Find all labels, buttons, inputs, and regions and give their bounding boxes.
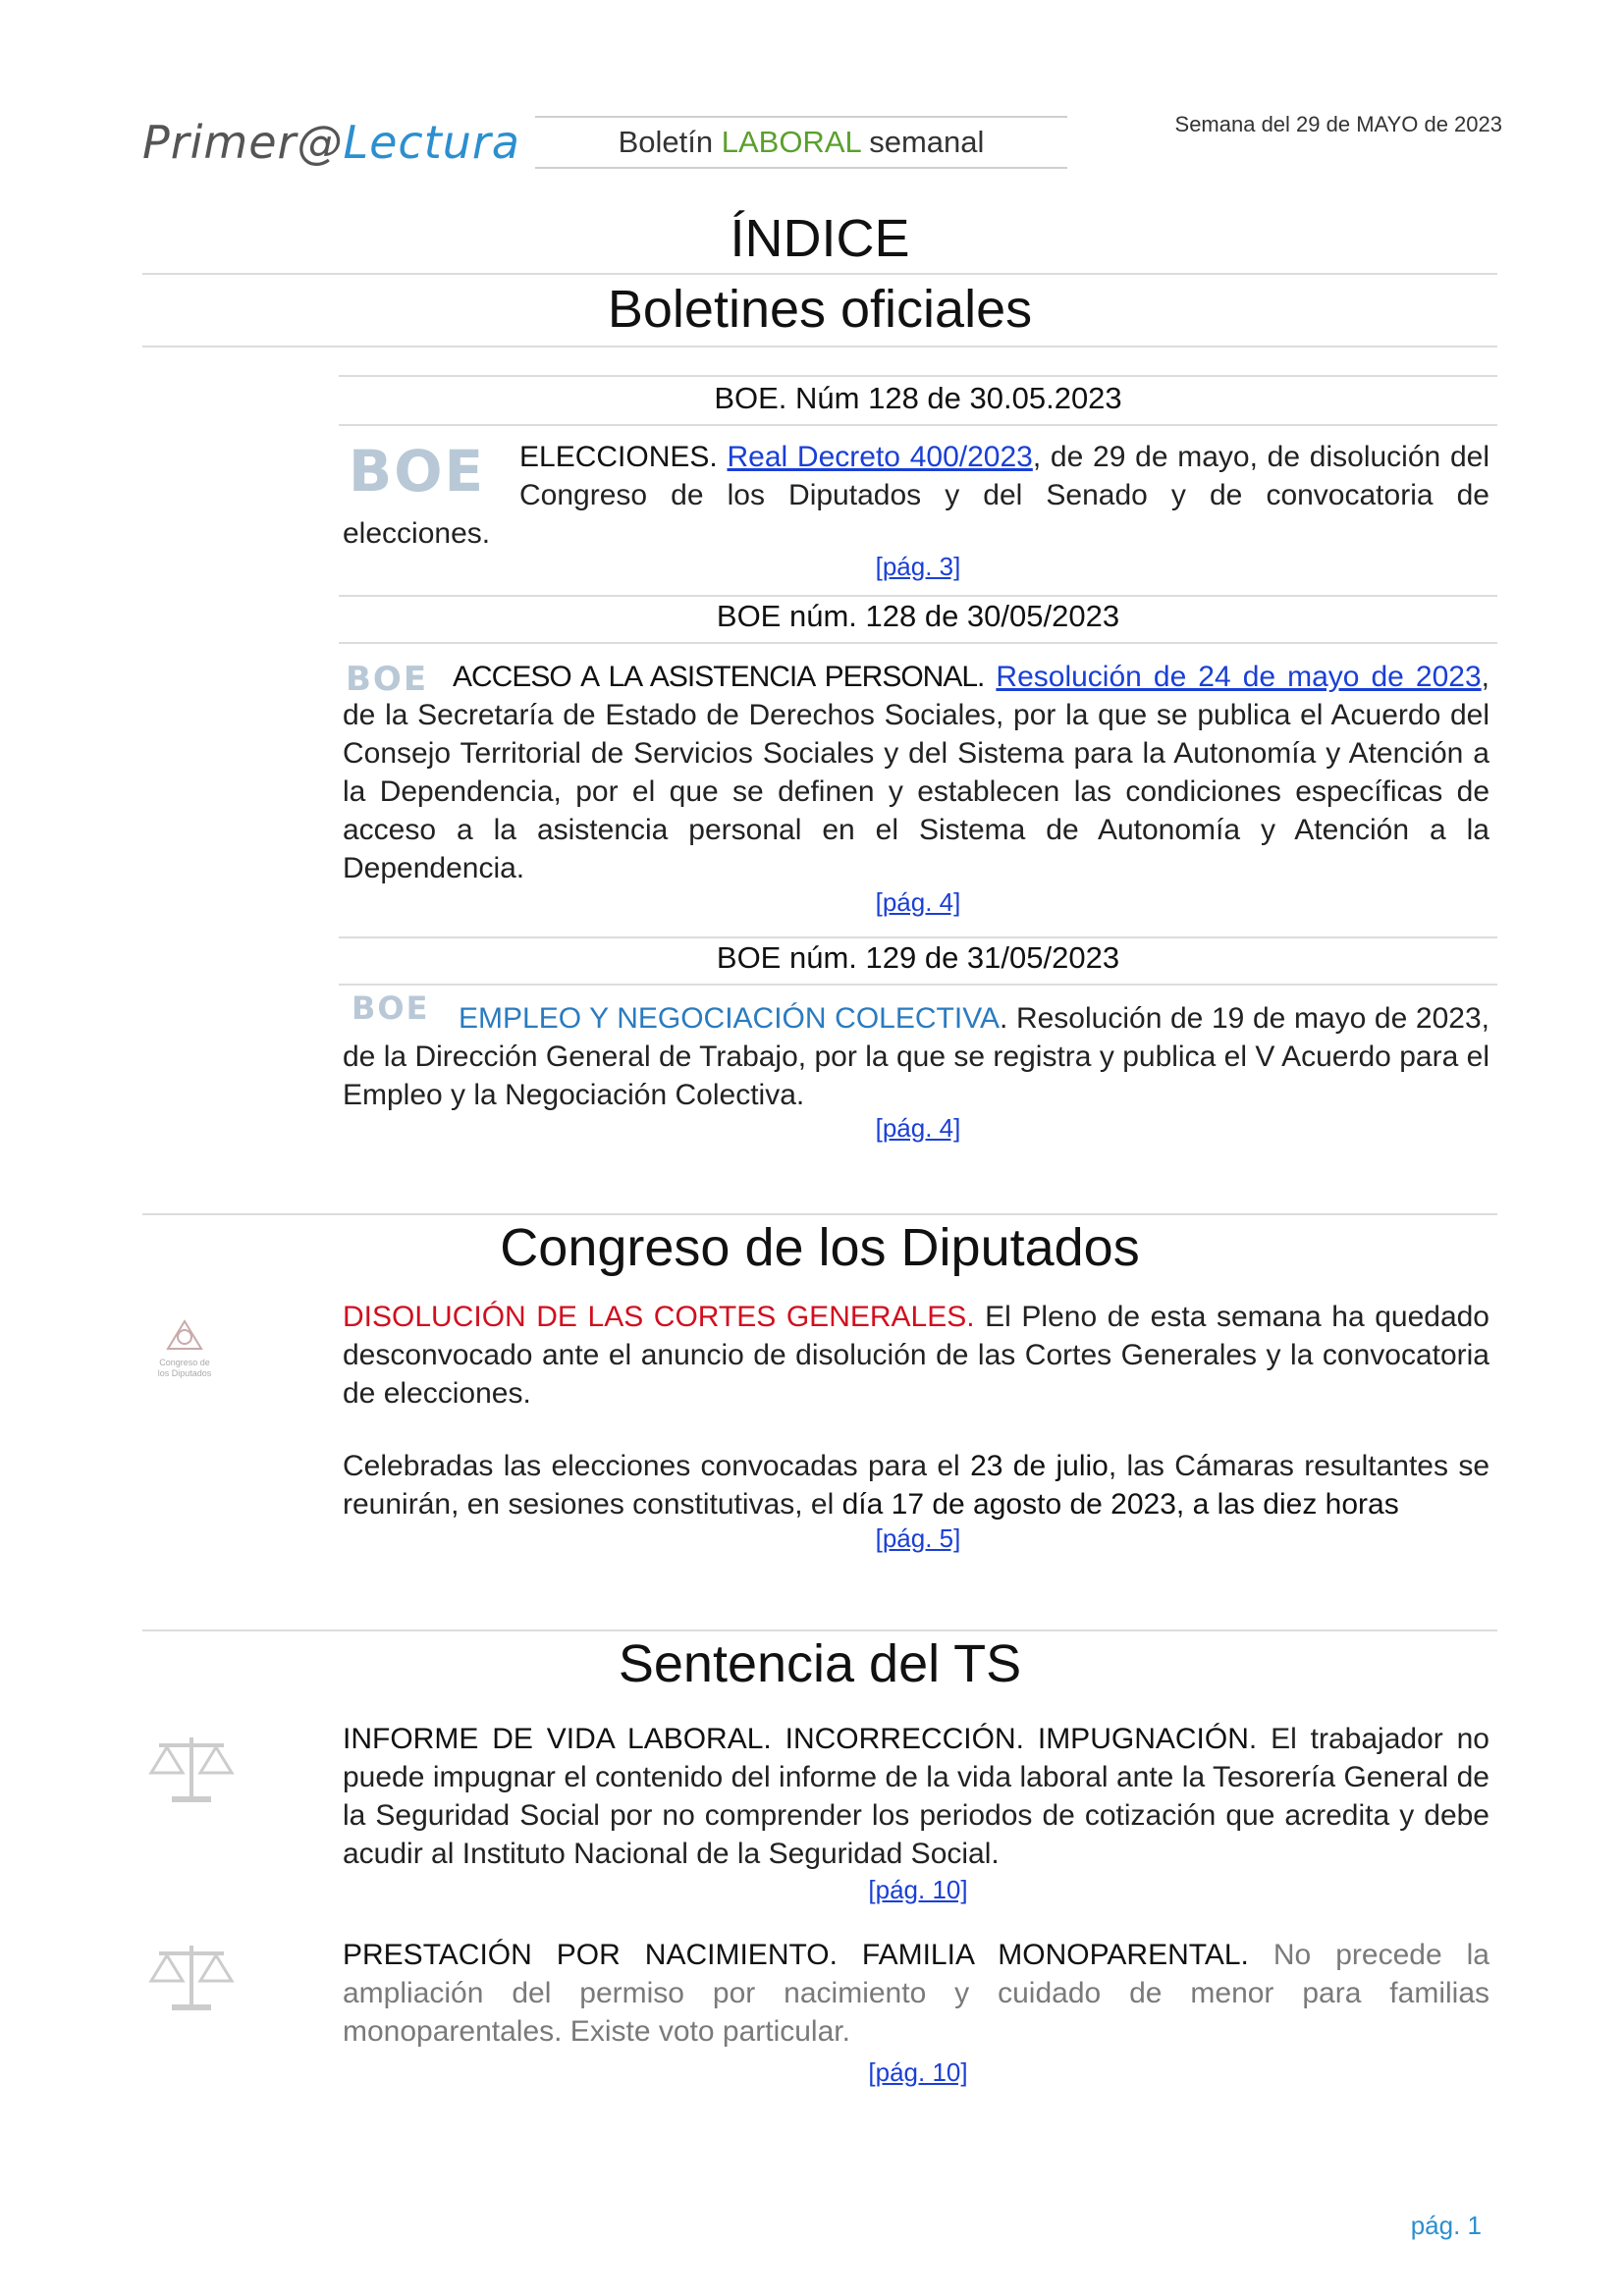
congreso-logo: [155, 1315, 214, 1379]
page-link[interactable]: [pág. 4]: [875, 1113, 961, 1143]
divider: [339, 375, 1497, 377]
bulletin-post: semanal: [860, 125, 985, 159]
entry-keyword: EMPLEO Y NEGOCIACIÓN COLECTIVA: [459, 1002, 1000, 1035]
p2-date-2: día 17 de agosto de 2023, a las diez horas: [841, 1488, 1399, 1521]
boe-entry-text: [343, 999, 1489, 1114]
divider: [339, 595, 1497, 597]
entry-keyword: INFORME DE VIDA LABORAL. INCORRECCIÓN. IMPUGNACIÓN: [343, 1723, 1249, 1755]
divider: [339, 424, 1497, 426]
page-link[interactable]: [pág. 10]: [868, 1875, 968, 1904]
divider: [142, 273, 1497, 275]
boe-issue-heading: BOE núm. 129 de 31/05/2023: [716, 940, 1120, 975]
page-reference: [339, 2057, 1497, 2088]
index-title: ÍNDICE: [730, 209, 910, 268]
boe-issue-heading: BOE núm. 128 de 30/05/2023: [716, 599, 1120, 633]
divider: [339, 936, 1497, 938]
entry-rest: , de la Secretaría de Estado de Derechos Sociales, por la que se publica el Acuerdo del Consejo Territorial de Servicios Sociales y del Sistema para la Autonomía y Atención a la Dependencia, por el que se definen y establecen las condiciones específicas de acceso a la asistencia personal en el Sistema de Autonomía y Atención a la Dependencia.: [343, 661, 1489, 884]
bulletin-pre: Boletín: [618, 125, 722, 159]
divider: [142, 1629, 1497, 1631]
scale-icon: [147, 1730, 236, 1813]
section-title-sentencia: Sentencia del TS: [618, 1634, 1022, 1693]
entry-rest: . Resolución de 19 de mayo de 2023, de la Dirección General de Trabajo, por la que se registra y publica el V Acuerdo para el Empleo y la Negociación Colectiva.: [343, 1002, 1489, 1111]
boe-logo: BOE: [346, 660, 429, 699]
logo-spacer: [343, 658, 453, 693]
p2-a: Celebradas las elecciones convocadas para el: [343, 1450, 971, 1482]
page-reference: [339, 887, 1497, 918]
entry-rest: , de 29 de mayo, de disolución del Congreso de los Diputados y del Senado y de convocatoria de elecciones.: [343, 441, 1489, 550]
entry-link[interactable]: Resolución de 24 de mayo de 2023: [996, 661, 1482, 693]
page-link[interactable]: [pág. 4]: [875, 887, 961, 917]
boe-entry-text: [343, 438, 1489, 553]
entry-keyword: PRESTACIÓN POR NACIMIENTO. FAMILIA MONOPARENTAL.: [343, 1939, 1249, 1971]
boe-entry-text: [343, 658, 1489, 887]
bulletin-title: [535, 116, 1067, 169]
entry-rest: No precede la ampliación del permiso por nacimiento y cuidado de menor para familias monoparentales. Existe voto particular.: [343, 1939, 1489, 2048]
congreso-text: [343, 1298, 1489, 1413]
sentencia-text: [343, 1720, 1489, 1873]
boe-logo: BOE: [349, 438, 486, 505]
page-reference: [339, 552, 1497, 582]
congreso-text-2: [343, 1447, 1489, 1523]
bulletin-laboral: LABORAL: [721, 125, 861, 159]
entry-keyword: ACCESO A LA ASISTENCIA PERSONAL.: [453, 661, 985, 693]
entry-rest: . El trabajador no puede impugnar el contenido del informe de la vida laboral ante la Tesorería General de la Seguridad Social por no comprender los periodos de cotización que acredita y debe acudir al Instituto Nacional de la Seguridad Social.: [343, 1723, 1489, 1870]
page-reference: [339, 1523, 1497, 1554]
divider: [339, 642, 1497, 644]
divider: [339, 984, 1497, 986]
boe-logo: BOE: [352, 989, 430, 1027]
week-date: Semana del 29 de MAYO de 2023: [1174, 112, 1502, 136]
logo-spacer: [343, 999, 459, 1035]
boe-issue-heading: BOE. Núm 128 de 30.05.2023: [714, 381, 1122, 415]
section-title-boletines: Boletines oficiales: [607, 280, 1033, 339]
sentencia-text: [343, 1936, 1489, 2051]
divider: [339, 346, 1497, 347]
entry-link[interactable]: Real Decreto 400/2023: [727, 441, 1033, 473]
logo-lectura: Lectura: [343, 116, 520, 169]
logo-primer: Primer@: [142, 116, 344, 169]
scale-icon: [147, 1938, 236, 2021]
p2-c: , las Cámaras resultantes se reunirán, en sesiones constitutivas, el: [343, 1450, 1490, 1521]
p2-date: 23 de julio: [970, 1450, 1109, 1482]
page-reference: [339, 1875, 1497, 1905]
divider: [142, 346, 339, 347]
section-title-congreso: Congreso de los Diputados: [500, 1218, 1140, 1277]
logo-spacer: [343, 438, 519, 510]
brand-logo: [142, 116, 520, 169]
entry-keyword: ELECCIONES.: [519, 441, 718, 473]
page-link[interactable]: [pág. 10]: [868, 2057, 968, 2087]
congreso-logo-text: Congreso de los Diputados: [157, 1358, 212, 1378]
page-link[interactable]: [pág. 3]: [875, 552, 961, 581]
page-reference: [339, 1113, 1497, 1144]
congreso-emblem-icon: [162, 1315, 207, 1353]
page-link[interactable]: [pág. 5]: [875, 1523, 961, 1553]
entry-keyword: DISOLUCIÓN DE LAS CORTES GENERALES.: [343, 1301, 975, 1333]
divider: [142, 1213, 1497, 1215]
entry-rest: El Pleno de esta semana ha quedado desconvocado ante el anuncio de disolución de las Cortes Generales y la convocatoria de elecciones.: [343, 1301, 1489, 1410]
page-number: pág. 1: [1410, 2211, 1482, 2240]
